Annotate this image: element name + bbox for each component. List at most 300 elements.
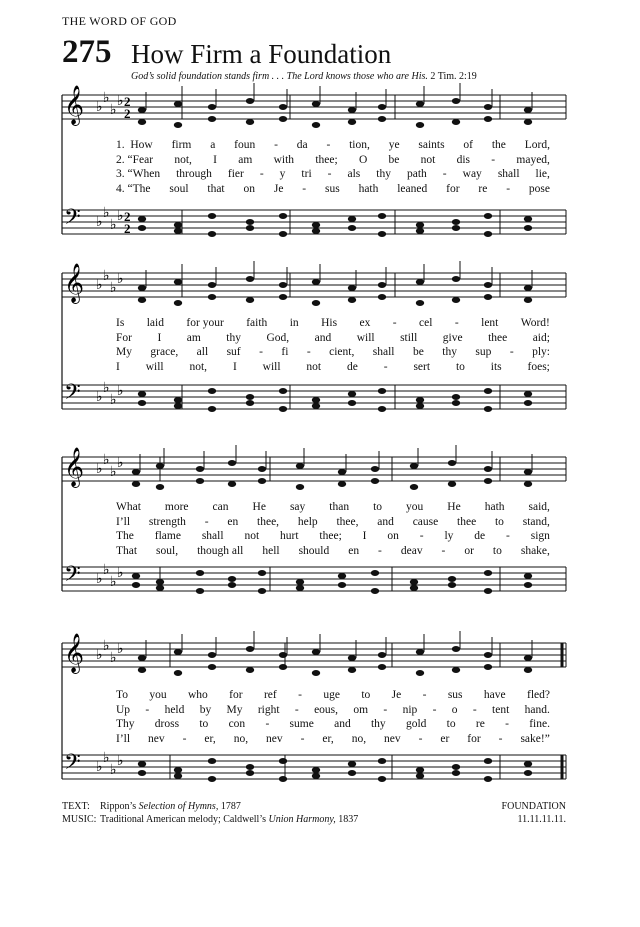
bass-notehead <box>174 767 182 773</box>
treble-notehead <box>524 481 532 487</box>
lyric-syllable: path <box>406 168 427 180</box>
lyric-syllable: right <box>257 703 280 716</box>
flat-icon: ♭ <box>110 280 117 296</box>
bass-notehead <box>246 400 254 406</box>
lyric-syllable: - <box>506 530 510 542</box>
flat-icon: ♭ <box>110 762 117 778</box>
flat-icon: ♭ <box>110 392 117 408</box>
treble-notehead <box>371 466 379 472</box>
lyric-syllable: be <box>412 346 424 358</box>
lyric-syllable: to <box>373 501 383 513</box>
bass-notehead <box>348 391 356 397</box>
hymn-number: 275 <box>62 34 112 70</box>
lyric-syllable: - <box>383 360 388 373</box>
lyric-syllable: - <box>432 703 437 716</box>
bass-notehead <box>138 391 146 397</box>
lyric-syllable: re <box>478 182 488 195</box>
treble-notehead <box>448 460 456 466</box>
bass-notehead <box>312 397 320 403</box>
treble-notehead <box>452 667 460 673</box>
flat-icon: ♭ <box>96 214 103 230</box>
lyric-syllable: tri <box>301 168 312 180</box>
treble-notehead <box>208 104 216 110</box>
music-credit-year: 1837 <box>335 814 359 825</box>
treble-notehead <box>208 282 216 288</box>
lyric-syllable: leaned <box>397 182 428 195</box>
lyric-syllable: gold <box>405 718 427 730</box>
treble-notehead <box>138 107 146 113</box>
time-signature-bottom: 2 <box>124 106 131 121</box>
flat-icon: ♭ <box>110 464 117 480</box>
treble-notehead <box>452 119 460 125</box>
lyric-line <box>116 318 550 330</box>
lyric-syllable: held <box>164 703 185 716</box>
flat-icon: ♭ <box>103 452 110 468</box>
treble-notehead <box>279 652 287 658</box>
treble-notehead <box>348 285 356 291</box>
treble-notehead <box>279 282 287 288</box>
treble-notehead <box>416 101 424 107</box>
lyric-syllable: - <box>298 689 302 701</box>
lyric-syllable: can <box>212 501 229 513</box>
lyric-syllable: re <box>475 718 485 730</box>
treble-notehead <box>484 116 492 122</box>
treble-notehead <box>484 282 492 288</box>
lyric-syllable: - <box>498 732 503 745</box>
treble-notehead <box>246 98 254 104</box>
lyric-syllable: - <box>442 168 447 180</box>
lyric-syllable: The <box>116 530 134 542</box>
bass-notehead <box>410 579 418 585</box>
bass-notehead <box>378 213 386 219</box>
lyric-line <box>116 719 550 731</box>
bass-notehead <box>156 579 164 585</box>
bass-notehead <box>416 773 424 779</box>
lyric-syllable: What <box>116 501 141 513</box>
treble-notehead <box>208 664 216 670</box>
lyric-syllable: - <box>182 732 187 745</box>
treble-notehead <box>484 478 492 484</box>
lyric-syllable: - <box>204 515 209 528</box>
lyric-syllable: soul <box>169 182 189 195</box>
treble-notehead <box>312 101 320 107</box>
bass-notehead <box>246 764 254 770</box>
text-credit-source: Rippon’s <box>100 801 139 812</box>
bass-notehead <box>279 213 287 219</box>
treble-notehead <box>208 294 216 300</box>
treble-notehead <box>258 478 266 484</box>
lyric-syllable: in <box>289 317 299 329</box>
music-credit-label: MUSIC: <box>62 814 97 825</box>
lyric-syllable: help <box>297 515 318 528</box>
treble-clef-icon: 𝄞 <box>64 633 85 673</box>
text-credit-title: Selection of Hymns, <box>138 801 219 812</box>
lyric-syllable: by <box>199 703 212 716</box>
lyric-syllable: lent <box>481 317 499 329</box>
lyric-syllable: 4. “The <box>116 182 151 195</box>
lyric-line <box>116 155 550 167</box>
lyric-syllable: Up <box>116 703 131 716</box>
lyric-syllable: - <box>274 139 278 151</box>
text-credit-year: 1787 <box>218 801 241 812</box>
time-signature-top: 2 <box>124 209 131 224</box>
lyric-syllable: nev <box>148 732 165 745</box>
treble-notehead <box>348 107 356 113</box>
lyric-syllable: o <box>451 703 458 716</box>
bass-notehead <box>378 758 386 764</box>
lyric-syllable: I <box>213 153 217 166</box>
lyric-syllable: than <box>329 501 350 513</box>
treble-notehead <box>378 652 386 658</box>
lyric-syllable: for <box>467 732 481 745</box>
bass-notehead <box>348 770 356 776</box>
time-signature-top: 2 <box>124 94 131 109</box>
lyric-syllable: de <box>347 360 358 373</box>
lyric-syllable: that <box>207 182 225 195</box>
bass-clef-icon: 𝄢 <box>64 750 81 780</box>
lyric-syllable: - <box>418 732 423 745</box>
treble-notehead <box>258 466 266 472</box>
treble-notehead <box>416 670 424 676</box>
lyric-syllable: am <box>186 331 201 344</box>
flat-icon: ♭ <box>103 638 110 654</box>
bass-notehead <box>452 764 460 770</box>
lyric-syllable: - <box>383 703 388 716</box>
lyric-syllable: say <box>289 501 306 513</box>
treble-notehead <box>246 646 254 652</box>
flat-icon: ♭ <box>103 562 110 578</box>
lyric-syllable: thee, <box>257 515 280 528</box>
meter: 11.11.11.11. <box>517 814 566 825</box>
lyric-syllable: He <box>252 501 266 513</box>
treble-notehead <box>196 478 204 484</box>
lyric-syllable: I’ll <box>116 515 131 528</box>
lyric-syllable: to <box>446 718 456 730</box>
lyric-syllable: stand, <box>522 515 550 528</box>
lyric-syllable: Word! <box>520 317 550 329</box>
treble-notehead <box>371 478 379 484</box>
lyric-syllable: to <box>199 718 209 730</box>
bass-notehead <box>132 582 140 588</box>
bass-notehead <box>132 573 140 579</box>
treble-notehead <box>246 276 254 282</box>
bass-notehead <box>524 400 532 406</box>
treble-notehead <box>156 463 164 469</box>
lyric-syllable: da <box>296 139 308 151</box>
lyric-syllable: Je <box>273 182 284 195</box>
lyric-syllable: - <box>300 732 305 745</box>
lyric-syllable: hath <box>358 182 379 195</box>
bass-clef-icon: 𝄢 <box>64 205 81 235</box>
treble-notehead <box>208 652 216 658</box>
bass-clef-icon: 𝄢 <box>64 562 81 592</box>
lyric-syllable: faith <box>246 317 268 329</box>
lyric-syllable: to <box>492 544 502 557</box>
lyric-syllable: con <box>228 718 246 730</box>
bass-notehead <box>484 570 492 576</box>
lyric-syllable: I’ll <box>116 732 131 745</box>
text-credit-label: TEXT: <box>62 801 90 812</box>
bass-notehead <box>279 388 287 394</box>
lyric-line <box>116 517 550 529</box>
treble-notehead <box>484 294 492 300</box>
bass-notehead <box>452 225 460 231</box>
lyric-syllable: hurt <box>280 530 299 542</box>
music-credit <box>62 813 358 826</box>
lyric-syllable: thee; <box>319 530 342 542</box>
flat-icon: ♭ <box>117 753 124 769</box>
bass-notehead <box>484 758 492 764</box>
lyric-line <box>116 690 550 702</box>
bass-notehead <box>524 225 532 231</box>
treble-notehead <box>279 116 287 122</box>
bass-notehead <box>524 761 532 767</box>
lyric-syllable: sus <box>447 689 463 701</box>
bass-notehead <box>378 388 386 394</box>
lyric-syllable: sert <box>413 360 431 373</box>
lyric-syllable: firm <box>171 139 192 151</box>
treble-notehead <box>524 469 532 475</box>
lyric-syllable: fine. <box>529 718 550 730</box>
lyric-syllable: sup <box>475 346 492 358</box>
bass-notehead <box>312 228 320 234</box>
epigraph-reference: 2 Tim. 2:19 <box>430 71 477 82</box>
lyric-syllable: sign <box>530 530 550 542</box>
bass-notehead <box>338 582 346 588</box>
lyric-syllable: to <box>361 689 371 701</box>
lyric-syllable: - <box>259 168 264 180</box>
lyric-syllable: nev <box>266 732 283 745</box>
lyric-line <box>116 169 550 181</box>
lyric-syllable: thee, <box>336 515 359 528</box>
lyric-syllable: - <box>306 346 311 358</box>
flat-icon: ♭ <box>110 217 117 233</box>
lyric-syllable: hell <box>262 544 280 557</box>
bass-notehead <box>484 406 492 412</box>
lyric-syllable: mayed, <box>516 153 550 166</box>
treble-notehead <box>524 297 532 303</box>
bass-notehead <box>452 219 460 225</box>
lyric-syllable: should <box>298 544 330 557</box>
treble-notehead <box>174 670 182 676</box>
lyric-syllable: for <box>229 689 243 701</box>
treble-notehead <box>378 282 386 288</box>
lyric-syllable: thee <box>457 515 477 528</box>
lyric-syllable: - <box>491 153 496 166</box>
treble-notehead <box>138 119 146 125</box>
bass-notehead <box>208 213 216 219</box>
bass-notehead <box>312 403 320 409</box>
treble-notehead <box>348 297 356 303</box>
lyric-syllable: - <box>454 317 459 329</box>
lyric-syllable: ref <box>263 689 277 701</box>
music-credit-source: Traditional American melody; Caldwell’s <box>100 814 269 825</box>
credits <box>62 800 358 826</box>
lyric-syllable: shall <box>372 346 395 358</box>
lyric-line <box>116 333 550 345</box>
lyric-syllable: all <box>196 346 209 358</box>
lyric-syllable: als <box>347 168 361 180</box>
lyric-syllable: ex <box>359 317 371 329</box>
bass-notehead <box>138 225 146 231</box>
bass-notehead <box>410 585 418 591</box>
lyric-syllable: its <box>490 360 502 373</box>
lyric-syllable: aid; <box>532 331 550 344</box>
lyric-syllable: saints <box>418 139 445 151</box>
flat-icon: ♭ <box>117 93 124 109</box>
lyric-syllable: God, <box>266 331 290 344</box>
flat-icon: ♭ <box>110 574 117 590</box>
flat-icon: ♭ <box>103 380 110 396</box>
lyric-syllable: will <box>262 360 281 373</box>
lyric-syllable: to <box>494 515 504 528</box>
flat-icon: ♭ <box>96 571 103 587</box>
treble-clef-icon: 𝄞 <box>64 447 85 487</box>
lyric-syllable: though all <box>197 544 244 557</box>
lyric-syllable: the <box>491 139 506 151</box>
lyric-syllable: I <box>232 360 237 373</box>
flat-icon: ♭ <box>103 268 110 284</box>
bass-notehead <box>371 588 379 594</box>
bass-notehead <box>312 773 320 779</box>
lyric-syllable: - <box>441 544 446 557</box>
bass-notehead <box>484 231 492 237</box>
lyric-syllable: dis <box>456 153 471 166</box>
flat-icon: ♭ <box>110 102 117 118</box>
lyric-syllable: 2. “Fear <box>116 153 154 166</box>
bass-notehead <box>378 231 386 237</box>
treble-notehead <box>524 107 532 113</box>
bass-notehead <box>416 397 424 403</box>
bass-notehead <box>524 216 532 222</box>
lyric-syllable: thy <box>226 331 241 344</box>
bass-notehead <box>348 216 356 222</box>
lyric-line <box>116 184 550 196</box>
treble-notehead <box>312 649 320 655</box>
bass-notehead <box>524 582 532 588</box>
bass-notehead <box>246 225 254 231</box>
bass-notehead <box>138 400 146 406</box>
treble-notehead <box>312 279 320 285</box>
lyric-syllable: to <box>455 360 465 373</box>
bass-clef-icon: 𝄢 <box>64 380 81 410</box>
lyric-syllable: He <box>447 501 461 513</box>
bass-notehead <box>228 576 236 582</box>
lyric-line <box>116 140 550 152</box>
lyric-syllable: and <box>377 515 394 528</box>
bass-notehead <box>338 573 346 579</box>
lyric-syllable: ye <box>388 139 400 151</box>
lyric-syllable: strength <box>148 515 186 528</box>
bass-notehead <box>452 400 460 406</box>
lyric-syllable: on <box>243 182 255 195</box>
bass-notehead <box>312 222 320 228</box>
bass-notehead <box>138 770 146 776</box>
bass-notehead <box>452 394 460 400</box>
bass-notehead <box>208 388 216 394</box>
bass-notehead <box>246 219 254 225</box>
lyric-syllable: not <box>244 530 260 542</box>
bass-notehead <box>484 388 492 394</box>
lyric-line <box>116 705 550 717</box>
lyric-syllable: uge <box>323 689 340 701</box>
lyric-line <box>116 502 550 514</box>
treble-notehead <box>228 460 236 466</box>
lyric-syllable: - <box>259 346 263 358</box>
bass-notehead <box>371 570 379 576</box>
lyric-syllable: dross <box>154 718 180 730</box>
lyric-syllable: cause <box>412 515 439 528</box>
lyric-syllable: - <box>145 703 150 716</box>
treble-notehead <box>138 285 146 291</box>
lyric-syllable: fi <box>281 346 289 358</box>
lyric-syllable: for <box>446 182 460 195</box>
flat-icon: ♭ <box>96 461 103 477</box>
bass-notehead <box>448 582 456 588</box>
treble-clef-icon: 𝄞 <box>64 263 85 303</box>
treble-notehead <box>132 481 140 487</box>
flat-icon: ♭ <box>103 90 110 106</box>
lyric-syllable: er, <box>204 732 216 745</box>
lyric-syllable: - <box>378 544 382 557</box>
bass-notehead <box>279 776 287 782</box>
lyric-syllable: ply: <box>532 346 550 358</box>
lyric-syllable: Is <box>116 317 125 329</box>
lyric-syllable: and <box>334 718 351 730</box>
lyric-syllable: shake, <box>520 544 550 557</box>
bass-notehead <box>348 225 356 231</box>
treble-notehead <box>312 300 320 306</box>
lyric-syllable: not, <box>174 153 192 166</box>
bass-notehead <box>208 776 216 782</box>
flat-icon: ♭ <box>117 271 124 287</box>
lyric-syllable: said, <box>528 501 550 513</box>
bass-notehead <box>156 585 164 591</box>
lyric-syllable: not <box>306 360 322 373</box>
treble-notehead <box>452 98 460 104</box>
bass-notehead <box>378 406 386 412</box>
treble-notehead <box>296 484 304 490</box>
lyric-syllable: have <box>483 689 506 701</box>
time-signature-bottom: 2 <box>124 221 131 236</box>
bass-notehead <box>484 588 492 594</box>
lyric-syllable: nev <box>384 732 401 745</box>
bass-notehead <box>348 400 356 406</box>
flat-icon: ♭ <box>117 565 124 581</box>
treble-notehead <box>452 646 460 652</box>
lyric-syllable: shall <box>497 168 520 180</box>
lyric-syllable: a <box>210 139 216 151</box>
bass-notehead <box>524 391 532 397</box>
lyric-syllable: laid <box>146 317 164 329</box>
lyric-syllable: sake!” <box>520 732 550 745</box>
treble-notehead <box>312 122 320 128</box>
lyric-syllable: no, <box>233 732 249 745</box>
lyric-syllable: - <box>505 718 509 730</box>
music-credit-title: Union Harmony, <box>268 814 336 825</box>
lyric-syllable: on <box>387 530 399 542</box>
lyric-syllable: om <box>353 703 369 716</box>
treble-notehead <box>338 469 346 475</box>
lyric-syllable: My <box>116 346 132 358</box>
treble-notehead <box>524 285 532 291</box>
lyric-syllable: - <box>326 139 331 151</box>
treble-notehead <box>279 104 287 110</box>
bass-notehead <box>416 228 424 234</box>
treble-notehead <box>452 297 460 303</box>
flat-icon: ♭ <box>117 208 124 224</box>
lyric-line <box>116 347 550 359</box>
